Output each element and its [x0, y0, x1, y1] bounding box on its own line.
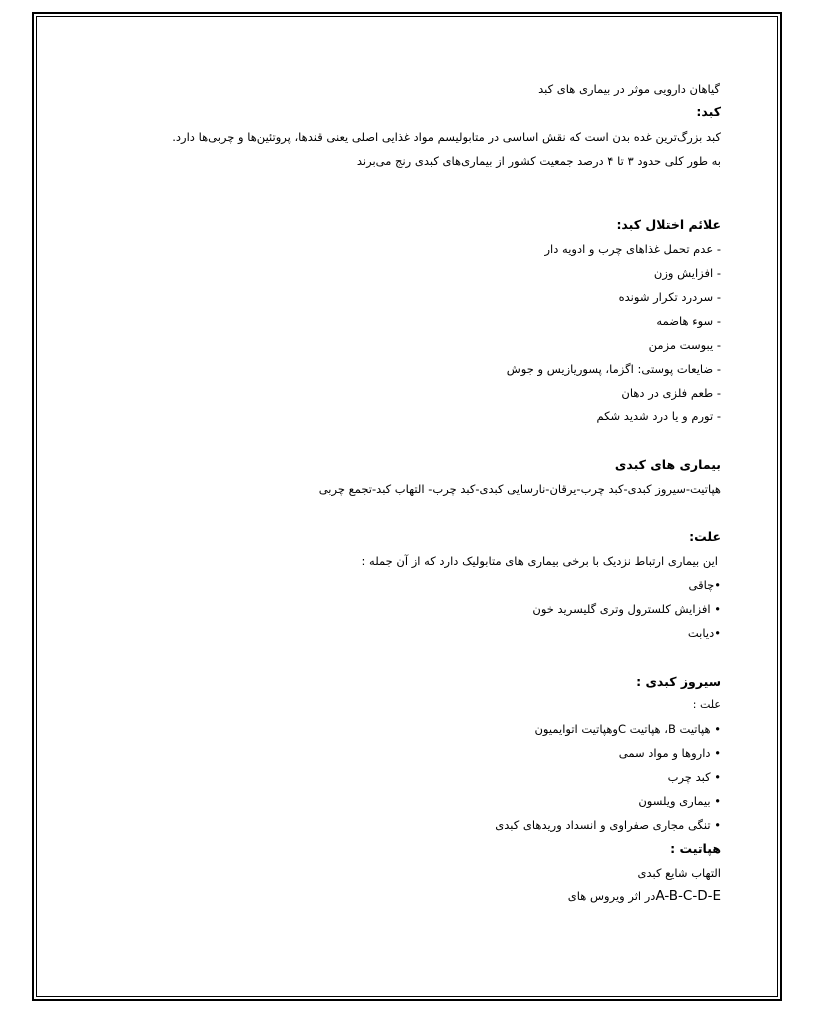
cirrhosis-item: • تنگی مجاری صفراوی و انسداد وریدهای کبدی: [495, 818, 721, 832]
cirrhosis-cause-label: علت :: [692, 698, 721, 711]
symptom-item: - طعم فلزی در دهان: [621, 386, 721, 400]
liver-heading: کبد:: [696, 104, 721, 119]
symptom-item: - عدم تحمل غذاهای چرب و ادویه دار: [544, 242, 721, 256]
hepatitis-heading: هپاتیت :: [670, 841, 721, 856]
symptoms-heading: علائم اختلال کبد:: [616, 217, 721, 232]
symptom-item: - یبوست مزمن: [648, 338, 721, 352]
cirrhosis-item: • کبد چرب: [667, 770, 721, 784]
cirrhosis-item: • داروها و مواد سمی: [618, 746, 721, 760]
cirrhosis-item: • هپاتیت B، هپاتیت Cوهپاتیت اتوایمیون: [534, 722, 721, 736]
liver-paragraph-1: کبد بزرگ‌ترین غده بدن است که نقش اساسی در متابولیسم مواد غذایی اصلی یعنی قندها، پروتئین‌ها و چربی‌ها دارد.: [172, 130, 721, 144]
symptom-item: - ضایعات پوستی: اگزما، پسوریازیس و جوش: [506, 362, 721, 376]
cause-text: این بیماری ارتباط نزدیک با برخی بیماری های متابولیک دارد که از آن جمله :: [361, 554, 718, 568]
liver-paragraph-2: به طور کلی حدود ۳ تا ۴ درصد جمعیت کشور از بیماری‌های کبدی رنج می‌برند: [356, 154, 721, 168]
document-title: گیاهان دارویی موثر در بیماری های کبد: [538, 82, 720, 96]
diseases-heading: بیماری های کبدی: [614, 457, 721, 472]
cause-item: • افزایش کلسترول وتری گلیسرید خون: [532, 602, 721, 616]
symptom-item: - تورم و یا درد شدید شکم: [596, 409, 721, 423]
hepatitis-text: التهاب شایع کبدی: [637, 866, 721, 880]
symptom-item: - افزایش وزن: [653, 266, 721, 280]
hepatitis-virus-line: [568, 888, 721, 904]
cause-heading: علت:: [689, 529, 721, 544]
symptom-item: - سوء هاضمه: [656, 314, 721, 328]
symptom-item: - سردرد تکرار شونده: [618, 290, 721, 304]
cirrhosis-heading: سیروز کبدی :: [636, 674, 721, 689]
cirrhosis-item: • بیماری ویلسون: [638, 794, 721, 808]
virus-text: در اثر ویروس های: [567, 889, 656, 903]
virus-types: A-B-C-D-E: [655, 888, 721, 904]
cause-item: •چاقی: [688, 578, 721, 592]
diseases-text: هپاتیت-سیروز کبدی-کبد چرب-یرقان-نارسایی کبدی-کبد چرب- التهاب کبد-تجمع چربی: [318, 482, 721, 496]
cause-item: •دیابت: [687, 626, 721, 640]
